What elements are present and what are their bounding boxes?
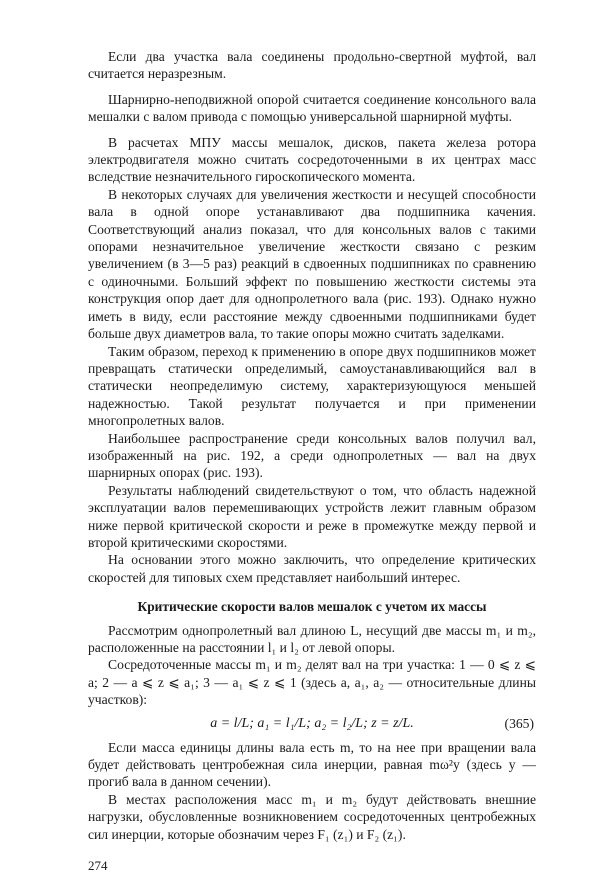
paragraph: В расчетах МПУ массы мешалок, дисков, пакета железа ротора электродвигателя можно считать сосредоточенными в их центрах масс вследствие незначительного гироскопического момента. (88, 134, 536, 185)
paragraph: На основании этого можно заключить, что определение критических скоростей для типовых схем представляет наибольший интерес. (88, 552, 536, 585)
formula-expression: a = l/L; a₁ = l₁/L; a₂ = l₂/L; z = z/L. (210, 715, 414, 731)
intro-section (88, 48, 536, 586)
paragraph: Шарнирно-неподвижной опорой считается соединение консольного вала мешалки с валом привода с помощью универсальной шарнирной муфты. (88, 91, 536, 125)
paragraph: Сосредоточенные массы m₁ и m₂ делят вал на три участка: 1 — 0 ⩽ z ⩽ a; 2 — a ⩽ z ⩽ a₁; 3 — a₁ ⩽ z ⩽ 1 (здесь a, a₁, a₂ — относительные длины участков): (88, 657, 536, 708)
formula (88, 712, 536, 736)
section-heading: Критические скорости валов мешалок с учетом их массы (137, 599, 487, 615)
paragraph: В местах расположения масс m₁ и m₂ будут действовать внешние нагрузки, обусловленные возникновением сосредоточенных центробежных сил инерции, которые обозначим через F₁ (z₁) и F₂ (z₁). (88, 791, 536, 842)
paragraph: В некоторых случаях для увеличения жесткости и несущей способности вала в одной опоре устанавливают два подшипника качения. Соответствующий анализ показал, что для консольных валов с такими опорами незначительное увеличение жесткости связано с резким увеличением (в 3—5 раз) реакций в сдвоенных подшипниках по сравнению с одиночными. Больший эффект по повышению жесткости системы эта конструкция опор дает для однопролетного вала (рис. 193). Однако нужно иметь в виду, если расстояние между сдвоенными подшипниками будет больше двух диаметров вала, то такие опоры можно считать заделками. (88, 186, 536, 342)
page-number: 274 (88, 858, 108, 874)
paragraph: Если масса единицы длины вала есть m, то на нее при вращении вала будет действовать центробежная сила инерции, равная mω²y (здесь y — прогиб вала в данном сечении). (88, 739, 536, 790)
formula-number: (365) (504, 715, 534, 731)
paragraph: Рассмотрим однопролетный вал длиною L, несущий две массы m₁ и m₂, расположенные на расстоянии l₁ и l₂ от левой опоры. (88, 622, 536, 655)
paragraph: Результаты наблюдений свидетельствуют о том, что область надежной эксплуатации валов перемешивающих устройств лежит главным образом ниже первой критической скорости и реже в промежутке между первой и второй критическими скоростями. (88, 482, 536, 550)
paragraph: Наибольшее распространение среди консольных валов получил вал, изображенный на рис. 192, а среди однопролетных — вал на двух шарнирных опорах (рис. 193). (88, 430, 536, 481)
paragraph: Таким образом, переход к применению в опоре двух подшипников может превращать статически определимый, самоустанавливающийся вал в статически неопределимую систему, характеризующуюся меньшей надежностью. Такой результат получается и при применении многопролетных валов. (88, 343, 536, 429)
paragraph: Если два участка вала соединены продольно-свертной муфтой, вал считается неразрезным. (88, 49, 536, 82)
section-body (88, 622, 536, 843)
